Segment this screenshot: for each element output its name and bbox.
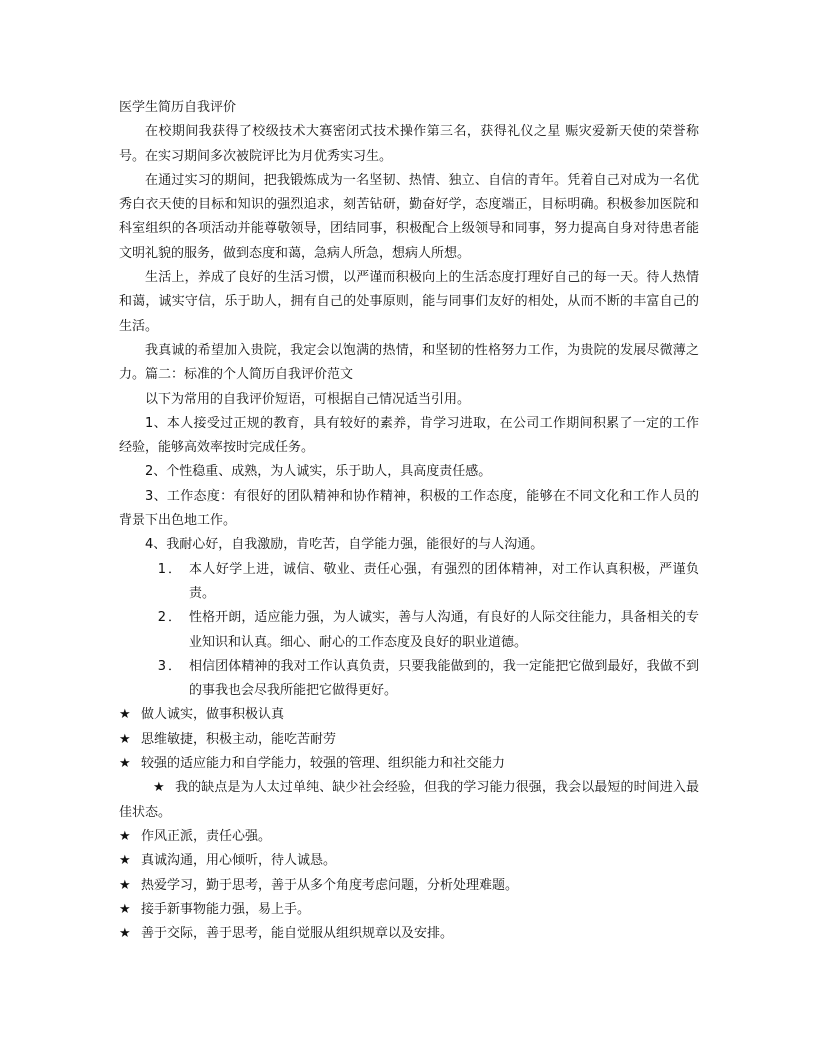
paragraph-item-4: 4、我耐心好，自我激励，肯吃苦，自学能力强，能很好的与人沟通。	[145, 537, 544, 553]
star-list-text: 作风正派，责任心强。	[141, 828, 272, 844]
star-list-item	[119, 776, 699, 825]
numbered-item-number: 3．	[157, 658, 183, 674]
star-list-item	[119, 825, 699, 849]
star-list-text: 做人诚实，做事积极认真	[141, 707, 285, 723]
star-list-text: 思维敏捷，积极主动，能吃苦耐劳	[141, 731, 337, 747]
star-list-text: 善于交际，善于思考，能自觉服从组织规章以及安排。	[141, 926, 454, 942]
star-list-item	[119, 849, 699, 873]
numbered-item-number: 1．	[157, 561, 183, 577]
paragraph-item-2: 2、个性稳重、成熟，为人诚实，乐于助人，具高度责任感。	[145, 464, 492, 480]
star-list-text: 我的缺点是为人太过单纯、缺少社会经验，但我的学习能力很强，我会以最短的时间进入最佳状态。	[119, 780, 699, 820]
document-title: 医学生简历自我评价	[119, 100, 237, 115]
star-list-text: 真诚沟通，用心倾听，待人诚恳。	[141, 853, 337, 869]
numbered-item	[119, 558, 699, 607]
star-bullet-icon: ★	[119, 853, 131, 869]
star-list-text: 热爱学习，勤于思考，善于从多个角度考虑问题，分析处理难题。	[141, 877, 519, 893]
numbered-item	[119, 606, 699, 655]
star-list-text: 较强的适应能力和自学能力，较强的管理、组织能力和社交能力	[141, 756, 506, 772]
paragraph-awards: 在校期间我获得了校级技术大赛密闭式技术操作第三名，获得礼仪之星 赈灾爱新天使的荣誉称号。在实习期间多次被院评比为月优秀实习生。	[119, 124, 699, 164]
star-list-item	[119, 728, 699, 752]
star-bullet-icon: ★	[119, 756, 131, 772]
paragraph-life: 生活上，养成了良好的生活习惯，以严谨而积极向上的生活态度打理好自己的每一天。待人热情和蔼，诚实守信，乐于助人，拥有自己的处事原则，能与同事们友好的相处，从而不断的丰富自己的生活。	[119, 270, 699, 334]
star-list-item	[119, 874, 699, 898]
numbered-item-text: 相信团体精神的我对工作认真负责，只要我能做到的，我一定能把它做到最好，我做不到的事我也会尽我所能把它做得更好。	[189, 658, 699, 699]
paragraph-internship: 在通过实习的期间，把我锻炼成为一名坚韧、热情、独立、自信的青年。凭着自己对成为一名优秀白衣天使的目标和知识的强烈追求，刻苦钻研，勤奋好学，态度端正，目标明确。积极参加医院和科室组织的各项活动并能尊敬领导，团结同事，积极配合上级领导和同事，努力提高自身对待患者能文明礼貌的服务，做到态度和蔼，急病人所急，想病人所想。	[119, 172, 699, 261]
paragraph-hope: 我真诚的希望加入贵院，我定会以饱满的热情，和坚韧的性格努力工作，为贵院的发展尽微薄之力。篇二：标准的个人简历自我评价范文	[119, 342, 699, 383]
paragraph-item-3: 3、工作态度：有很好的团队精神和协作精神，积极的工作态度，能够在不同文化和工作人员的背景下出色地工作。	[119, 488, 699, 529]
star-bullet-icon: ★	[119, 901, 131, 917]
numbered-item-text: 性格开朗，适应能力强，为人诚实，善与人沟通，有良好的人际交往能力，具备相关的专业知识和认真。细心、耐心的工作态度及良好的职业道德。	[189, 610, 699, 650]
numbered-item	[119, 655, 699, 704]
document-page	[119, 96, 699, 946]
star-bullet-icon: ★	[153, 780, 165, 796]
star-list-item	[119, 922, 699, 946]
star-list-item	[119, 898, 699, 922]
star-bullet-icon: ★	[119, 731, 131, 747]
star-list-text: 接手新事物能力强，易上手。	[141, 901, 311, 917]
star-list-item	[119, 703, 699, 727]
star-bullet-icon: ★	[119, 707, 131, 723]
star-list-item	[119, 752, 699, 776]
star-bullet-icon: ★	[119, 877, 131, 893]
star-bullet-icon: ★	[119, 828, 131, 844]
paragraph-intro-phrases: 以下为常用的自我评价短语，可根据自己情况适当引用。	[145, 391, 471, 407]
paragraph-item-1: 1、本人接受过正规的教育，具有较好的素养，肯学习进取，在公司工作期间积累了一定的工作经验，能够高效率按时完成任务。	[119, 415, 699, 456]
star-bullet-icon: ★	[119, 926, 131, 942]
numbered-item-number: 2．	[157, 610, 183, 626]
numbered-item-text: 本人好学上进，诚信、敬业、责任心强，有强烈的团体精神，对工作认真积极，严谨负责。	[189, 561, 699, 601]
